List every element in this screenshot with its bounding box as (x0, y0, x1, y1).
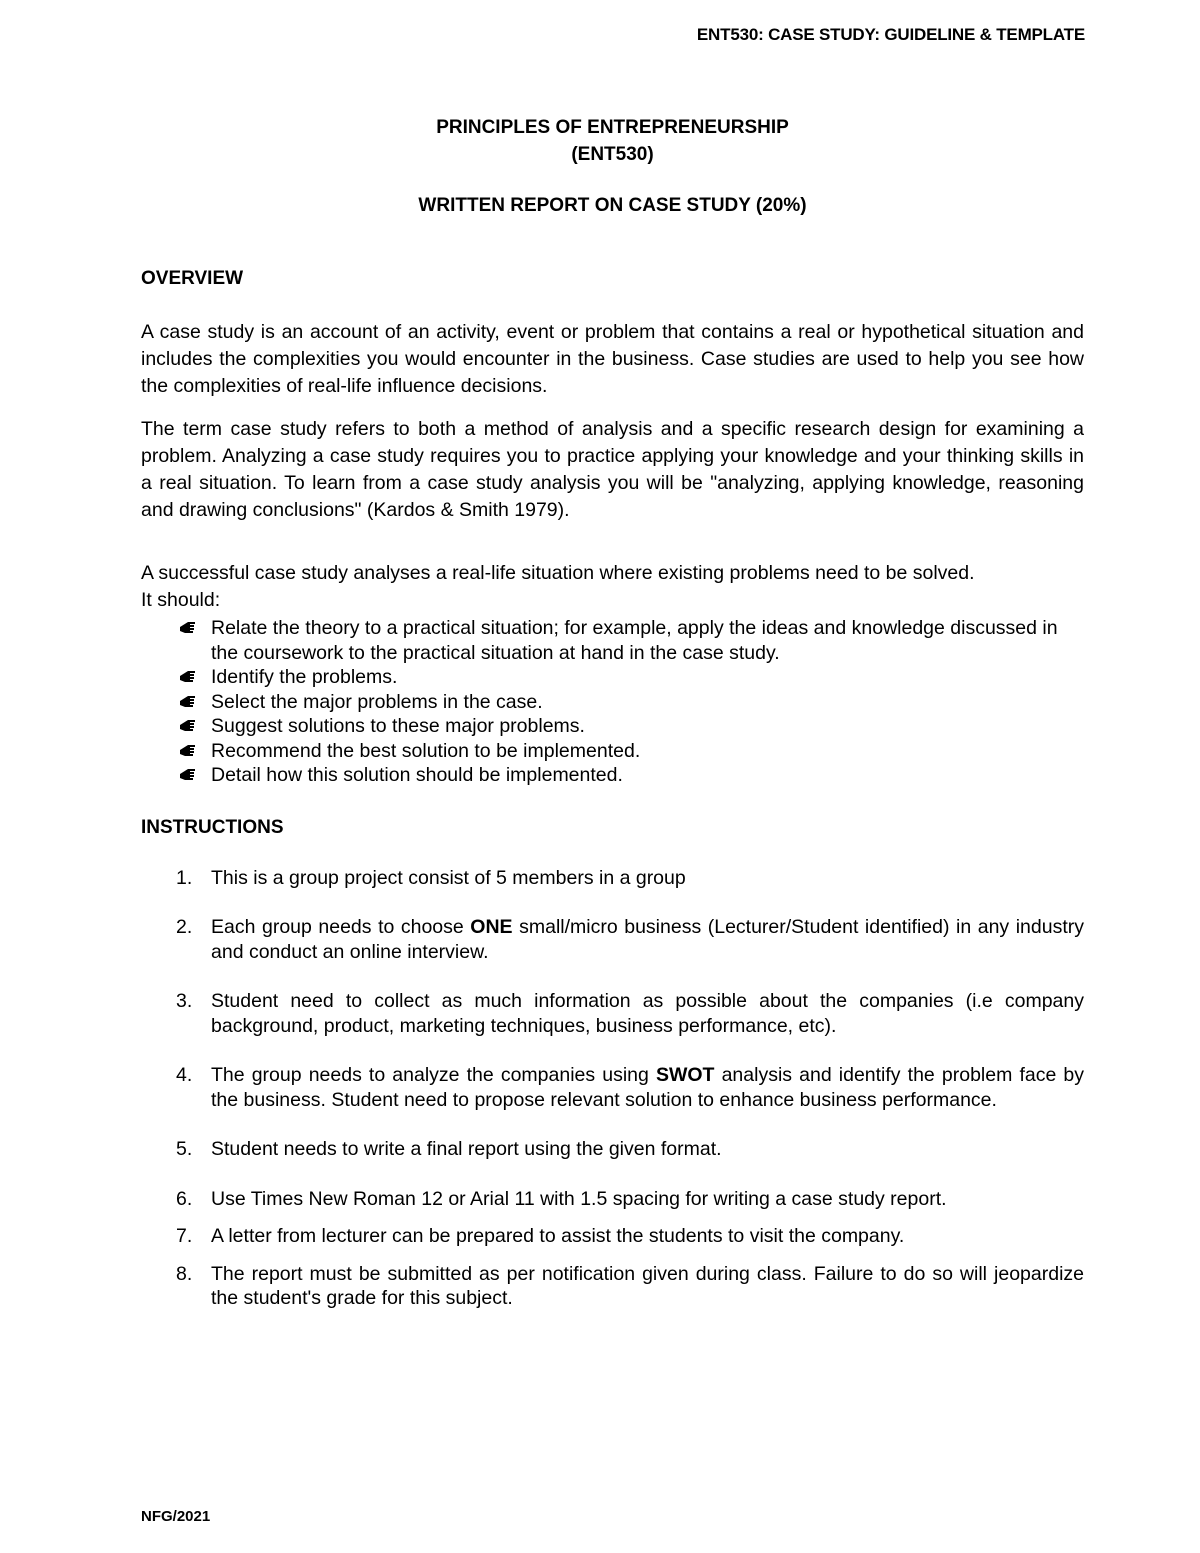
list-item (141, 1063, 1084, 1112)
list-item-text: Recommend the best solution to be implemented. (211, 739, 641, 762)
course-code: (ENT530) (571, 144, 654, 165)
list-item-text: The report must be submitted as per notification given during class. Failure to do so will jeopardize the student's grade for this subject. (211, 1262, 1084, 1309)
pointing-hand-icon (179, 766, 197, 784)
list-item-text: Relate the theory to a practical situation; for example, apply the ideas and knowledge discussed in the coursework to the practical situation at hand in the case study. (211, 617, 1058, 664)
overview-heading: OVERVIEW (141, 268, 244, 289)
list-number: 5. (176, 1138, 193, 1160)
overview-paragraph-1: A case study is an account of an activity, event or problem that contains a real or hypothetical situation and includes the complexities you would encounter in the business. Case studies are used to help you see how the complexities of real-life influence decisions. (141, 321, 1084, 397)
course-title: PRINCIPLES OF ENTREPRENEURSHIP (436, 117, 789, 138)
list-item-text: Use Times New Roman 12 or Arial 11 with 1.5 spacing for writing a case study report. (211, 1187, 947, 1210)
list-item-text: A letter from lecturer can be prepared to assist the students to visit the company. (211, 1225, 905, 1247)
requirements-list (141, 616, 1084, 788)
pointing-hand-icon (179, 742, 197, 760)
list-item-text: Each group needs to choose ONE small/micro business (Lecturer/Student identified) in any industry and conduct an online interview. (211, 916, 1084, 963)
pointing-hand-icon (179, 693, 197, 711)
list-item (141, 616, 1084, 665)
list-item (141, 665, 1084, 690)
list-number: 4. (176, 1064, 193, 1086)
list-item (141, 1224, 1084, 1249)
list-number: 1. (176, 866, 193, 889)
emphasis: SWOT (655, 1064, 715, 1086)
list-item (141, 739, 1084, 764)
overview-paragraph-2: The term case study refers to both a method of analysis and a specific research design for examining a problem. Analyzing a case study requires you to practice applying your knowledge and your thinking skills in a real situation. To learn from a case study analysis you will be "analyzing, applying knowledge, reasoning and drawing conclusions" (Kardos & Smith 1979). (141, 418, 1084, 521)
document-body (141, 114, 1084, 1311)
list-item-text: The group needs to analyze the companies using SWOT analysis and identify the problem face by the business. Student need to propose relevant solution to enhance business performance. (211, 1064, 1084, 1111)
instructions-heading: INSTRUCTIONS (141, 816, 284, 838)
running-footer: NFG/2021 (141, 1508, 211, 1525)
running-header: ENT530: CASE STUDY: GUIDELINE & TEMPLATE (696, 25, 1085, 44)
list-number: 2. (176, 916, 193, 938)
overview-paragraph-3: A successful case study analyses a real-life situation where existing problems need to be solved. (141, 562, 975, 584)
list-number: 3. (176, 990, 193, 1012)
list-item (141, 1187, 1084, 1212)
list-item-text: Select the major problems in the case. (211, 690, 543, 713)
list-item (141, 1262, 1084, 1311)
list-item (141, 1137, 1084, 1162)
list-item-text: Student needs to write a final report using the given format. (211, 1138, 722, 1160)
list-item (141, 866, 1084, 891)
pointing-hand-icon (179, 619, 197, 637)
list-item-text: Identify the problems. (211, 666, 398, 688)
overview-paragraph-4: It should: (141, 589, 221, 611)
list-item-text: This is a group project consist of 5 members in a group (211, 866, 686, 889)
list-item-text: Suggest solutions to these major problems. (211, 715, 585, 737)
list-number: 8. (176, 1262, 193, 1285)
report-title: WRITTEN REPORT ON CASE STUDY (20%) (418, 195, 807, 216)
list-number: 7. (176, 1225, 193, 1247)
emphasis: ONE (470, 916, 513, 938)
list-item-text: Detail how this solution should be implemented. (211, 764, 623, 786)
list-number: 6. (176, 1187, 193, 1210)
pointing-hand-icon (179, 717, 197, 735)
list-item (141, 714, 1084, 739)
instructions-list (141, 866, 1084, 1311)
pointing-hand-icon (179, 668, 197, 686)
list-item (141, 989, 1084, 1038)
list-item (141, 690, 1084, 715)
list-item (141, 763, 1084, 788)
list-item (141, 915, 1084, 964)
title-block (141, 114, 1084, 219)
list-item-text: Student need to collect as much information as possible about the companies (i.e company background, product, marketing techniques, business performance, etc). (211, 990, 1084, 1037)
